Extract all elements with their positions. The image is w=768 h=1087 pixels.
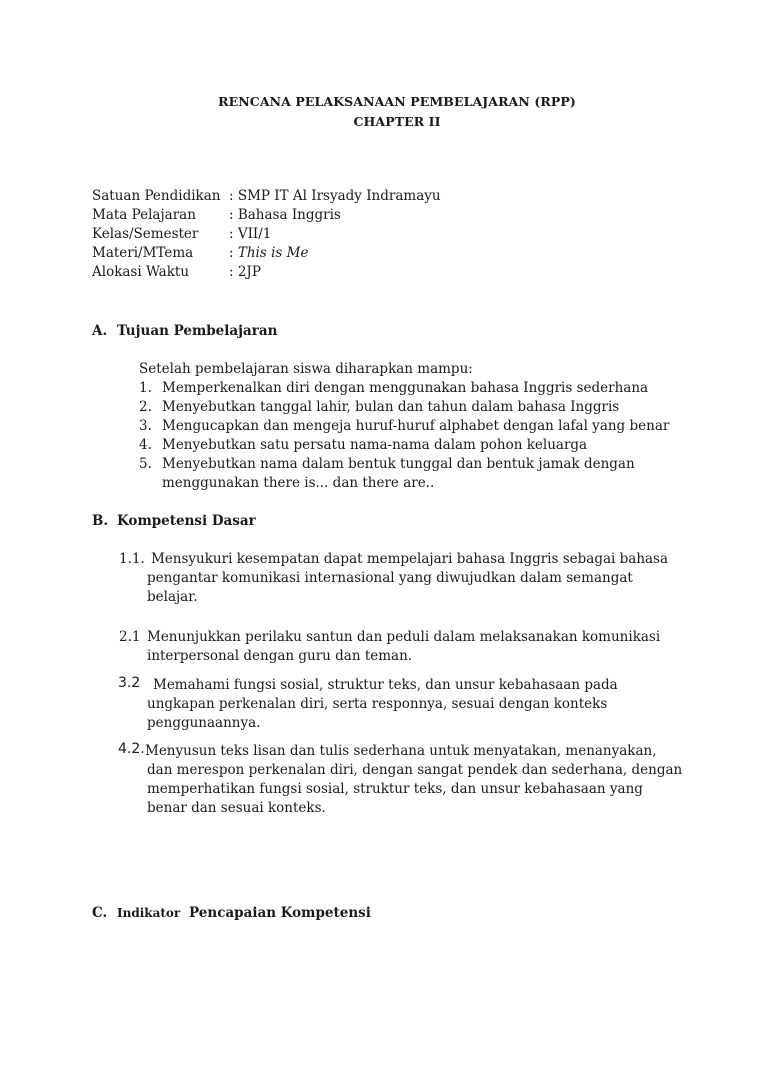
objective-text-continued: menggunakan there is... dan there are.. [162, 475, 435, 491]
competency-text-continued: penggunaannya. [147, 715, 261, 731]
objective-number: 1. [139, 380, 152, 396]
identity-label-school: Satuan Pendidikan [92, 188, 221, 204]
identity-value-class: : VII/1 [229, 226, 272, 242]
competency-number: 4.2. [118, 741, 145, 757]
identity-value-subject: : Bahasa Inggris [229, 207, 341, 223]
section-b-heading: Kompetensi Dasar [117, 513, 256, 529]
competency-text-continued: benar dan sesuai konteks. [147, 800, 326, 816]
competency-text-continued: memperhatikan fungsi sosial, struktur teks, dan unsur kebahasaan yang [147, 781, 643, 797]
section-c-heading-part1: Indikator [117, 906, 181, 920]
identity-value-topic-em: This is Me [237, 245, 309, 261]
competency-text-continued: dan merespon perkenalan diri, dengan sangat pendek dan sederhana, dengan [147, 762, 683, 778]
objective-text: Menyebutkan tanggal lahir, bulan dan tahun dalam bahasa Inggris [162, 399, 620, 415]
identity-value-topic-prefix: : [229, 245, 238, 261]
competency-number: 3.2 [118, 675, 141, 691]
competency-text: Menunjukkan perilaku santun dan peduli dalam melaksanakan komunikasi [147, 629, 661, 645]
identity-label-topic: Materi/MTema [92, 245, 194, 261]
competency-number: 2.1 [119, 629, 141, 645]
competency-text: Memahami fungsi sosial, struktur teks, dan unsur kebahasaan pada [153, 677, 618, 693]
section-a-intro: Setelah pembelajaran siswa diharapkan mampu: [139, 361, 473, 377]
identity-value-school: : SMP IT Al Irsyady Indramayu [229, 188, 441, 204]
objective-number: 4. [139, 437, 152, 453]
identity-label-subject: Mata Pelajaran [92, 207, 196, 223]
objective-number: 3. [139, 418, 152, 434]
identity-value-topic [229, 244, 308, 263]
competency-text-continued: interpersonal dengan guru dan teman. [147, 648, 413, 664]
competency-number: 1.1. [119, 551, 145, 567]
section-b-letter: B. [92, 513, 109, 529]
objective-text: Mengucapkan dan mengeja huruf-huruf alphabet dengan lafal yang benar [162, 418, 670, 434]
section-c-heading-part2: Pencapaian Kompetensi [189, 905, 371, 921]
section-a-heading: Tujuan Pembelajaran [117, 323, 278, 339]
competency-text-continued: belajar. [147, 589, 198, 605]
objective-text: Menyebutkan satu persatu nama-nama dalam pohon keluarga [162, 437, 588, 453]
section-a-letter: A. [92, 323, 108, 339]
objective-text: Memperkenalkan diri dengan menggunakan bahasa Inggris sederhana [162, 380, 649, 396]
identity-label-class: Kelas/Semester [92, 226, 199, 242]
identity-value-time: : 2JP [229, 264, 261, 280]
section-c-letter: C. [92, 905, 108, 921]
objective-number: 2. [139, 399, 152, 415]
competency-text-continued: ungkapan perkenalan diri, serta responnya, sesuai dengan konteks [147, 696, 608, 712]
document-title: RENCANA PELAKSANAAN PEMBELAJARAN (RPP) [218, 94, 576, 109]
document-subtitle: CHAPTER II [353, 114, 441, 129]
competency-text: Menyusun teks lisan dan tulis sederhana untuk menyatakan, menanyakan, [145, 743, 657, 759]
objective-text: Menyebutkan nama dalam bentuk tunggal dan bentuk jamak dengan [162, 456, 635, 472]
identity-label-time: Alokasi Waktu [92, 264, 190, 280]
competency-text-continued: pengantar komunikasi internasional yang diwujudkan dalam semangat [147, 570, 633, 586]
competency-text: Mensyukuri kesempatan dapat mempelajari bahasa Inggris sebagai bahasa [151, 551, 669, 567]
objective-number: 5. [139, 456, 152, 472]
